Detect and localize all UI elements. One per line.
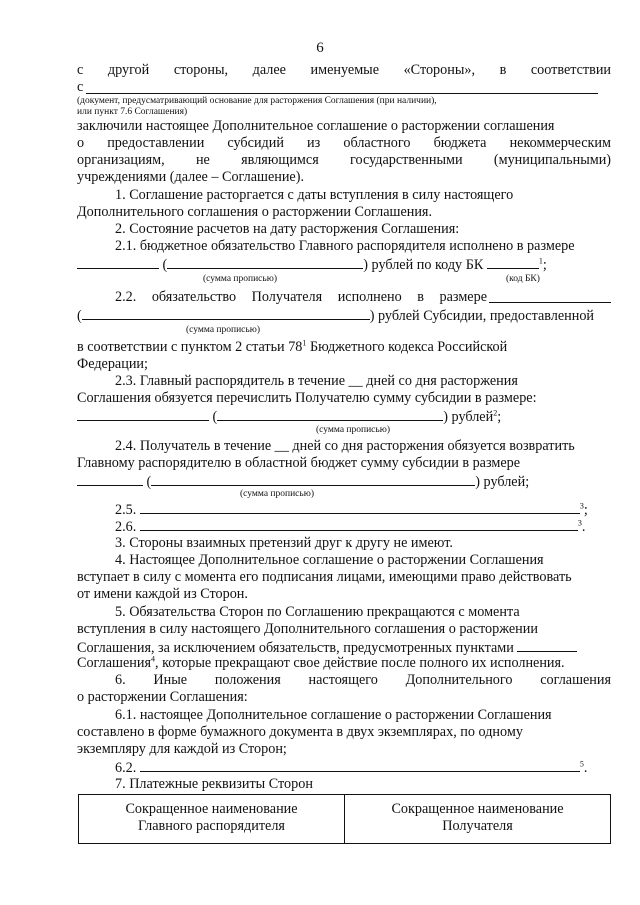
clause-6-1-line-2: составлено в форме бумажного документа в двух экземплярах, по одному [77,724,523,740]
obligation-amount-words-note: (сумма прописью) [186,325,260,335]
budget-code-blank[interactable] [487,255,539,269]
clause-2-1-line-1: 2.1. бюджетное обязательство Главного распорядителя исполнено в размере [115,238,575,254]
clause-6-2-blank[interactable] [140,758,580,772]
clause-1-line-2: Дополнительного соглашения о расторжении Соглашения. [77,204,432,220]
clause-6-line-1: 6. Иные положения настоящего Дополнительного соглашения [115,672,612,688]
basis-document-note-2: или пункт 7.6 Соглашения) [77,107,188,117]
clause-2-3-line-2: Соглашения обязуется перечислить Получателю сумму субсидии в размере: [77,390,537,406]
obligation-amount-blank[interactable] [489,302,611,303]
obligation-amount-words-blank[interactable] [82,306,370,320]
intro-line-2-prefix: с [77,79,84,95]
main-manager-name-cell: Сокращенное наименование Главного распорядителя [79,795,345,844]
clause-5-line-2: вступления в силу настоящего Дополнительного соглашения о расторжении [77,621,538,637]
clause-7-heading: 7. Платежные реквизиты Сторон [115,776,313,792]
clause-2-4-line-2: Главному распорядителю в областной бюджет сумму субсидии в размере [77,455,521,471]
refund-amount-blank[interactable] [77,472,143,486]
refund-amount-words-note: (сумма прописью) [240,489,314,499]
amount-blank[interactable] [77,255,159,269]
basis-document-note-1: (документ, предусматривающий основание для расторжения Соглашения (при наличии), [77,96,437,106]
clause-2-3-line-3: ( ) рублей$^2$; [77,407,501,426]
intro-line-1: с другой стороны, далее именуемые «Стороны», в соответствии [77,62,612,78]
clause-2-3-line-1: 2.3. Главный распорядитель в течение __ дней со дня расторжения [115,373,518,389]
clause-4-line-2: вступает в силу с момента его подписания лицами, имеющими право действовать [77,569,572,585]
table-row [79,795,611,844]
intro-line-5: организациям, не являющимся государственными (муниципальными) [77,152,612,168]
clause-2-6: 2.6. $^3$. [115,518,586,535]
payment-details-table [78,794,611,844]
intro-line-4: о предоставлении субсидий из областного бюджета некоммерческим [77,135,612,151]
refund-amount-words-blank[interactable] [151,472,475,486]
page-number: 6 [316,40,324,56]
clause-2-5: 2.5. $^3$; [115,501,588,518]
clause-2-5-blank[interactable] [140,500,580,514]
clause-5-line-1: 5. Обязательства Сторон по Соглашению прекращаются с момента [115,604,520,620]
clause-6-1-line-1: 6.1. настоящее Дополнительное соглашение о расторжении Соглашения [115,707,552,723]
clause-6-1-line-3: экземпляру для каждой из Сторон; [77,741,287,757]
clause-2-1-line-2: ( ) рублей по коду БК $^1$; [77,255,547,274]
clause-2-2-line-1: 2.2. обязательство Получателя исполнено в размере [115,289,487,305]
intro-line-3: заключили настоящее Дополнительное соглашение о расторжении соглашения [77,118,555,134]
transfer-amount-blank[interactable] [77,407,209,421]
recipient-name-cell: Сокращенное наименование Получателя [345,795,611,844]
clause-2-heading: 2. Состояние расчетов на дату расторжения Соглашения: [115,221,460,237]
clause-1-line-1: 1. Соглашение расторгается с даты вступления в силу настоящего [115,187,514,203]
clause-4-line-1: 4. Настоящее Дополнительное соглашение о расторжении Соглашения [115,552,544,568]
clause-3: 3. Стороны взаимных претензий друг к другу не имеют. [115,535,453,551]
amount-in-words-blank[interactable] [167,255,363,269]
clause-6-2: 6.2. $^5$. [115,759,588,776]
transfer-amount-words-blank[interactable] [217,407,443,421]
clause-2-4-line-3: ( ) рублей; [77,472,529,491]
basis-document-blank[interactable] [86,93,598,94]
budget-code-note: (код БК) [506,274,540,284]
intro-line-6: учреждениями (далее – Соглашение). [77,169,304,185]
clause-4-line-3: от имени каждой из Сторон. [77,586,248,602]
transfer-amount-words-note: (сумма прописью) [316,425,390,435]
clause-5-line-3: Соглашения, за исключением обязательств, предусмотренных пунктами [77,638,577,657]
clause-2-4-line-1: 2.4. Получатель в течение __ дней со дня расторжения обязуется возвратить [115,438,575,454]
clause-6-line-2: о расторжении Соглашения: [77,689,248,705]
clause-5-line-4: Соглашения$^4$, которые прекращают свое действие после полного их исполнения. [77,654,565,671]
clause-2-2-line-2: ( ) рублей Субсидии, предоставленной [77,308,595,324]
amount-in-words-note: (сумма прописью) [203,274,277,284]
clause-2-2-line-3: в соответствии с пунктом 2 статьи $78^1$ Бюджетного кодекса Российской [77,338,508,355]
clauses-list-blank[interactable] [517,638,577,652]
clause-2-6-blank[interactable] [140,517,578,531]
clause-2-2-line-4: Федерации; [77,356,148,372]
